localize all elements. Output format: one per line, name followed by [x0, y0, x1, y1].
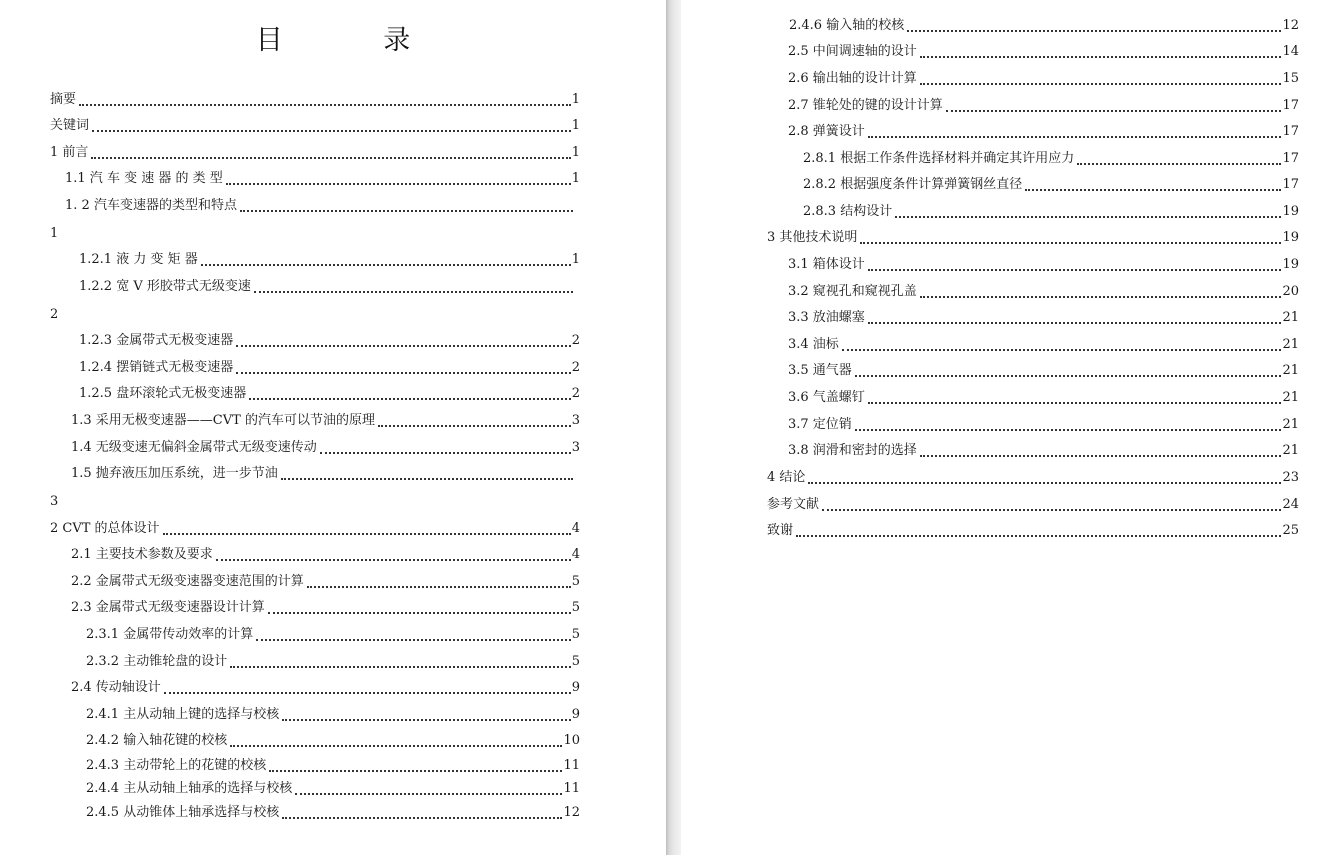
toc-entry-title: 2.3 金属带式无级变速器设计计算 — [71, 600, 265, 615]
dot-leader — [230, 666, 571, 668]
toc-entry[interactable] — [767, 468, 1299, 488]
toc-entry-title: 1.1 汽 车 变 速 器 的 类 型 — [65, 171, 223, 186]
toc-wrapped-page-number: 2 — [50, 307, 59, 322]
toc-entry-title: 3.6 气盖螺钉 — [788, 390, 865, 405]
dot-leader — [164, 692, 571, 694]
page-title: 目 录 — [255, 25, 457, 56]
toc-entry-title: 3.7 定位销 — [788, 417, 852, 432]
toc-entry[interactable] — [71, 572, 580, 592]
dot-leader — [868, 402, 1282, 404]
toc-entry[interactable] — [788, 122, 1299, 142]
toc-page-number: 11 — [563, 781, 580, 796]
toc-page-number: 5 — [571, 627, 580, 642]
toc-entry[interactable] — [803, 175, 1299, 195]
toc-entry-title: 3 其他技术说明 — [767, 230, 858, 245]
toc-page-number: 3 — [571, 440, 580, 455]
dot-leader — [868, 136, 1282, 138]
toc-entry-title: 1. 2 汽车变速器的类型和特点 — [65, 198, 237, 213]
toc-entry[interactable] — [71, 438, 580, 458]
right-page — [681, 0, 1323, 855]
toc-page-number: 23 — [1282, 470, 1299, 485]
dot-leader — [796, 535, 1281, 537]
toc-page-number: 4 — [571, 521, 580, 536]
toc-wrapped-page-number: 1 — [50, 226, 59, 241]
toc-entry[interactable] — [803, 149, 1299, 169]
dot-leader — [268, 612, 571, 614]
toc-page-number: 11 — [563, 758, 580, 773]
toc-entry[interactable] — [79, 277, 580, 297]
dot-leader — [842, 349, 1282, 351]
toc-entry-title: 2.7 锥轮处的键的设计计算 — [788, 98, 943, 113]
toc-page-number: 17 — [1282, 177, 1299, 192]
dot-leader — [855, 375, 1282, 377]
toc-page-number: 20 — [1282, 284, 1299, 299]
toc-page-number: 19 — [1282, 204, 1299, 219]
dot-leader — [216, 559, 571, 561]
dot-leader — [1077, 163, 1281, 165]
toc-page-number: 5 — [571, 654, 580, 669]
toc-entry-title: 2.4 传动轴设计 — [71, 680, 161, 695]
dot-leader — [855, 429, 1282, 431]
dot-leader — [249, 398, 571, 400]
toc-entry[interactable] — [788, 255, 1299, 275]
toc-entry-title: 1 前言 — [50, 145, 89, 160]
toc-entry[interactable] — [789, 16, 1299, 36]
toc-page-number: 24 — [1282, 497, 1299, 512]
toc-entry[interactable] — [79, 358, 580, 378]
dot-leader — [946, 110, 1282, 112]
dot-leader — [79, 104, 571, 106]
toc-entry[interactable] — [79, 331, 580, 351]
toc-entry-title: 1.5 抛弃液压加压系统，进一步节油 — [71, 466, 278, 481]
toc-entry[interactable] — [50, 116, 580, 136]
toc-entry-title: 2.4.1 主从动轴上键的选择与校核 — [86, 707, 280, 722]
dot-leader — [240, 210, 573, 212]
toc-page-number: 17 — [1282, 151, 1299, 166]
dot-leader — [282, 817, 562, 819]
toc-entry-title: 2.4.4 主从动轴上轴承的选择与校核 — [86, 781, 293, 796]
toc-page-number: 17 — [1282, 124, 1299, 139]
toc-entry[interactable] — [86, 652, 580, 672]
toc-page-number: 21 — [1282, 337, 1299, 352]
toc-entry-title: 2.6 输出轴的设计计算 — [788, 71, 917, 86]
toc-entry-title: 1.2.5 盘环滚轮式无极变速器 — [79, 386, 247, 401]
dot-leader — [282, 719, 571, 721]
toc-entry-title: 1.2.4 摆销链式无极变速器 — [79, 360, 234, 375]
toc-page-number: 5 — [571, 600, 580, 615]
toc-entry-title: 3.2 窥视孔和窥视孔盖 — [788, 284, 917, 299]
toc-entry[interactable] — [788, 361, 1299, 381]
toc-entry-title: 2.2 金属带式无级变速器变速范围的计算 — [71, 574, 304, 589]
toc-page-number: 5 — [571, 574, 580, 589]
dot-leader — [868, 322, 1282, 324]
toc-entry[interactable] — [788, 335, 1299, 355]
toc-page-number: 4 — [571, 547, 580, 562]
toc-page-number: 21 — [1282, 390, 1299, 405]
toc-entry-title: 2.8 弹簧设计 — [788, 124, 865, 139]
toc-page-number: 14 — [1282, 44, 1299, 59]
toc-entry[interactable] — [71, 411, 580, 431]
toc-entry[interactable] — [79, 250, 580, 270]
dot-leader — [868, 269, 1282, 271]
toc-entry-title: 2 CVT 的总体设计 — [50, 521, 160, 536]
toc-page-number: 9 — [571, 680, 580, 695]
toc-entry[interactable] — [788, 308, 1299, 328]
toc-entry-title: 1.2.2 宽 V 形胶带式无级变速 — [79, 279, 251, 294]
toc-page-number: 25 — [1282, 523, 1299, 538]
toc-page-number: 2 — [571, 333, 580, 348]
toc-page-number: 1 — [571, 92, 580, 107]
toc-entry-title: 1.2.1 液 力 变 矩 器 — [79, 252, 198, 267]
toc-entry-title: 3.3 放油螺塞 — [788, 310, 865, 325]
dot-leader — [254, 291, 573, 293]
toc-entry-title: 1.2.3 金属带式无极变速器 — [79, 333, 234, 348]
toc-entry-title: 2.8.2 根据强度条件计算弹簧钢丝直径 — [803, 177, 1023, 192]
toc-entry-title: 2.4.6 输入轴的校核 — [789, 18, 905, 33]
dot-leader — [822, 509, 1281, 511]
dot-leader — [320, 452, 571, 454]
toc-entry-title: 2.4.3 主动带轮上的花键的校核 — [86, 758, 267, 773]
toc-entry-title: 摘要 — [50, 92, 77, 107]
toc-entry-title: 2.1 主要技术参数及要求 — [71, 547, 213, 562]
toc-entry-title: 1.3 采用无极变速器——CVT 的汽车可以节油的原理 — [71, 413, 375, 428]
toc-entry[interactable] — [71, 678, 580, 698]
toc-entry-title: 致谢 — [767, 523, 794, 538]
toc-entry-title: 3.4 油标 — [788, 337, 839, 352]
dot-leader — [201, 264, 571, 266]
toc-entry-title: 2.5 中间调速轴的设计 — [788, 44, 917, 59]
toc-entry[interactable] — [65, 196, 580, 216]
dot-leader — [281, 478, 573, 480]
toc-entry-title: 3.8 润滑和密封的选择 — [788, 443, 917, 458]
dot-leader — [860, 242, 1281, 244]
toc-page-number: 12 — [563, 805, 580, 820]
toc-entry-title: 2.3.2 主动锥轮盘的设计 — [86, 654, 228, 669]
toc-entry[interactable] — [50, 143, 580, 163]
toc-page-number: 21 — [1282, 310, 1299, 325]
dot-leader — [269, 770, 562, 772]
dot-leader — [920, 83, 1282, 85]
toc-page-number: 15 — [1282, 71, 1299, 86]
toc-page-number: 1 — [571, 145, 580, 160]
toc-entry[interactable] — [767, 228, 1299, 248]
toc-entry[interactable] — [71, 464, 580, 484]
dot-leader — [1025, 189, 1281, 191]
dot-leader — [91, 157, 570, 159]
dot-leader — [230, 745, 562, 747]
toc-page-number: 2 — [571, 386, 580, 401]
toc-entry[interactable] — [788, 388, 1299, 408]
toc-entry-title: 1.4 无级变速无偏斜金属带式无级变速传动 — [71, 440, 317, 455]
toc-entry-title: 参考文献 — [767, 497, 820, 512]
toc-entry[interactable] — [79, 384, 580, 404]
toc-entry-title: 2.4.2 输入轴花键的校核 — [86, 733, 228, 748]
toc-entry-title: 2.3.1 金属带传动效率的计算 — [86, 627, 254, 642]
dot-leader — [378, 425, 571, 427]
toc-entry[interactable] — [788, 415, 1299, 435]
dot-leader — [163, 533, 571, 535]
toc-entry-title: 2.8.1 根据工作条件选择材料并确定其许用应力 — [803, 151, 1075, 166]
dot-leader — [920, 455, 1282, 457]
toc-page-number: 10 — [563, 733, 580, 748]
toc-entry[interactable] — [86, 803, 580, 823]
dot-leader — [808, 482, 1281, 484]
dot-leader — [307, 586, 571, 588]
toc-entry[interactable] — [86, 756, 580, 776]
dot-leader — [907, 30, 1281, 32]
toc-entry[interactable] — [788, 282, 1299, 302]
toc-entry-title: 2.4.5 从动锥体上轴承选择与校核 — [86, 805, 280, 820]
dot-leader — [236, 372, 571, 374]
toc-entry[interactable] — [767, 521, 1299, 541]
toc-page-number: 1 — [571, 118, 580, 133]
toc-entry[interactable] — [71, 598, 580, 618]
dot-leader — [295, 793, 562, 795]
toc-entry[interactable] — [86, 731, 580, 751]
toc-entry[interactable] — [50, 519, 580, 539]
toc-page-number: 21 — [1282, 363, 1299, 378]
dot-leader — [256, 639, 571, 641]
toc-entry[interactable] — [788, 42, 1299, 62]
toc-entry[interactable] — [71, 545, 580, 565]
toc-entry[interactable] — [86, 625, 580, 645]
toc-entry[interactable] — [86, 705, 580, 725]
toc-page-number: 17 — [1282, 98, 1299, 113]
toc-entry-title: 4 结论 — [767, 470, 806, 485]
dot-leader — [920, 296, 1282, 298]
toc-page-number: 1 — [571, 252, 580, 267]
dot-leader — [920, 56, 1282, 58]
toc-page-number: 21 — [1282, 417, 1299, 432]
toc-page-number: 1 — [571, 171, 580, 186]
toc-entry[interactable] — [788, 69, 1299, 89]
dot-leader — [236, 345, 571, 347]
dot-leader — [895, 216, 1281, 218]
toc-entry-title: 关键词 — [50, 118, 90, 133]
toc-wrapped-page-number: 3 — [50, 494, 59, 509]
toc-entry[interactable] — [788, 441, 1299, 461]
toc-entry[interactable] — [50, 90, 580, 110]
dot-leader — [226, 183, 571, 185]
toc-page-number: 19 — [1282, 230, 1299, 245]
page-gutter — [666, 0, 681, 855]
dot-leader — [92, 130, 571, 132]
toc-entry[interactable] — [788, 96, 1299, 116]
toc-page-number: 19 — [1282, 257, 1299, 272]
toc-entry[interactable] — [86, 779, 580, 799]
toc-page-number: 12 — [1282, 18, 1299, 33]
toc-entry[interactable] — [767, 495, 1299, 515]
toc-entry-title: 3.1 箱体设计 — [788, 257, 865, 272]
toc-entry-title: 3.5 通气器 — [788, 363, 852, 378]
toc-page-number: 3 — [571, 413, 580, 428]
toc-page-number: 21 — [1282, 443, 1299, 458]
toc-page-number: 9 — [571, 707, 580, 722]
toc-entry[interactable] — [803, 202, 1299, 222]
toc-entry[interactable] — [65, 169, 580, 189]
toc-entry-title: 2.8.3 结构设计 — [803, 204, 893, 219]
toc-page-number: 2 — [571, 360, 580, 375]
